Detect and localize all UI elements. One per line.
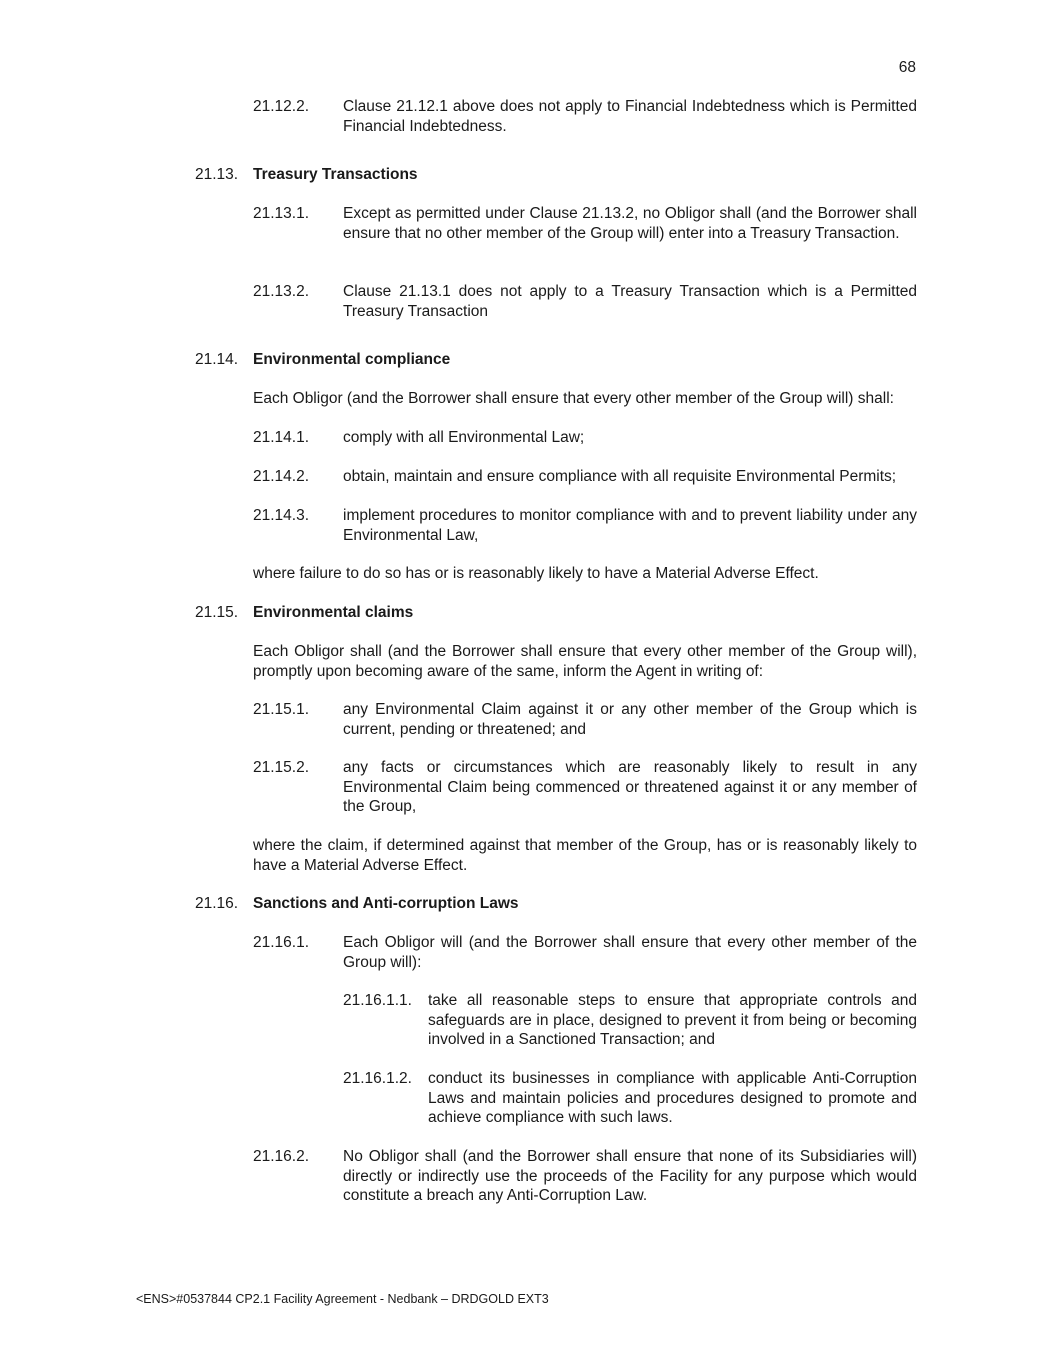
section-number: 21.16. [195,895,239,912]
subclause-number: 21.16.1.2. [343,1070,412,1087]
section-number: 21.13. [195,166,239,183]
clause-text: obtain, maintain and ensure compliance with all requisite Environmental Permits; [343,468,897,485]
clause-number: 21.16.1. [253,934,310,951]
clause-text: Clause 21.13.1 does not apply to a Treasury Transaction which is a Permitted Treasury Transaction [343,283,917,320]
clause-number: 21.14.3. [253,507,310,524]
section-title: Sanctions and Anti-corruption Laws [253,895,519,912]
section-title: Environmental claims [253,604,414,621]
clause-text: Each Obligor will (and the Borrower shall ensure that every other member of the Group will): [343,934,917,971]
subclause-number: 21.16.1.1. [343,992,412,1009]
clause-text: implement procedures to monitor compliance with and to prevent liability under any Environmental Law, [343,507,917,544]
clause-text: comply with all Environmental Law; [343,429,585,446]
section-number: 21.15. [195,604,239,621]
subclause-text: conduct its businesses in compliance with applicable Anti-Corruption Laws and maintain policies and procedures designed to promote and achieve compliance with such laws. [428,1070,917,1126]
clause-number: 21.14.1. [253,429,310,446]
clause-number: 21.16.2. [253,1148,310,1165]
document-footer: <ENS>#0537844 CP2.1 Facility Agreement - Nedbank – DRDGOLD EXT3 [136,1292,549,1306]
paragraph: Each Obligor (and the Borrower shall ensure that every other member of the Group will) shall: [253,390,894,407]
paragraph: where the claim, if determined against that member of the Group, has or is reasonably likely to have a Material Adverse Effect. [253,837,917,874]
section-title: Treasury Transactions [253,166,418,183]
clause-number: 21.14.2. [253,468,310,485]
clause-text: Clause 21.12.1 above does not apply to Financial Indebtedness which is Permitted Financial Indebtedness. [343,98,917,135]
paragraph: Each Obligor shall (and the Borrower shall ensure that every other member of the Group will), promptly upon becoming aware of the same, inform the Agent in writing of: [253,643,917,680]
clause-number: 21.13.1. [253,205,310,222]
paragraph: where failure to do so has or is reasonably likely to have a Material Adverse Effect. [253,565,819,582]
clause-number: 21.12.2. [253,98,310,115]
subclause-text: take all reasonable steps to ensure that appropriate controls and safeguards are in place, designed to prevent it from being or becoming involved in a Sanctioned Transaction; and [428,992,917,1048]
page-number: 68 [898,59,916,76]
clause-text: No Obligor shall (and the Borrower shall ensure that none of its Subsidiaries will) directly or indirectly use the proceeds of the Facility for any purpose which would constitute a breach any Anti-Corruption Law. [343,1148,917,1204]
clause-text: Except as permitted under Clause 21.13.2, no Obligor shall (and the Borrower shall ensure that no other member of the Group will) enter into a Treasury Transaction. [343,205,917,242]
section-number: 21.14. [195,351,239,368]
clause-number: 21.15.1. [253,701,310,718]
clause-text: any facts or circumstances which are reasonably likely to result in any Environmental Claim being commenced or threatened against it or any member of the Group, [343,759,917,815]
clause-number: 21.15.2. [253,759,310,776]
clause-number: 21.13.2. [253,283,310,300]
clause-text: any Environmental Claim against it or any other member of the Group which is current, pending or threatened; and [343,701,917,738]
section-title: Environmental compliance [253,351,451,368]
